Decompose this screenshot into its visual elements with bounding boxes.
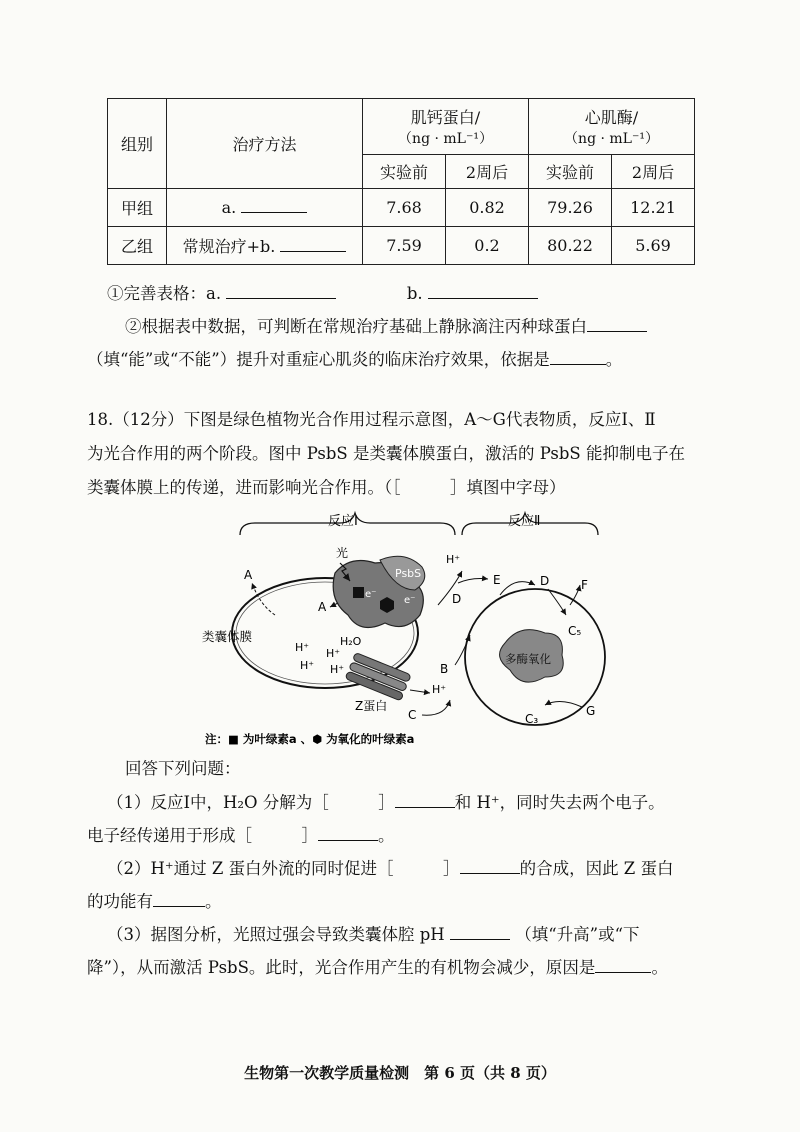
reaction2-label: 反应Ⅱ <box>508 514 541 529</box>
svg-text:F: F <box>581 578 588 592</box>
table-row: 乙组 常规治疗+b. 7.59 0.2 80.22 5.69 <box>108 227 695 265</box>
q18-3-line1: （3）据图分析，光照过强会导致类囊体腔 pH （填“升高”或“下 <box>107 925 640 944</box>
q18-3-line2: 降”），从而激活 PsbS。此时，光合作用产生的有机物会减少，原因是 。 <box>87 958 668 977</box>
chlorophyll-a-icon <box>353 587 364 598</box>
polyenzyme-label: 多酶氧化 <box>505 652 551 666</box>
svg-text:A: A <box>318 600 327 614</box>
svg-text:C: C <box>408 708 417 722</box>
q18-line2: 为光合作用的两个阶段。图中 PsbS 是类囊体膜蛋白，激活的 PsbS 能抑制电子在 <box>87 444 685 463</box>
data-table <box>107 98 695 265</box>
reaction1-label: 反应Ⅰ <box>328 514 358 529</box>
sub-after: 2周后 <box>612 155 695 189</box>
header-method: 治疗方法 <box>167 99 363 189</box>
q17-line3: （填“能”或“不能”）提升对重症心肌炎的临床治疗效果，依据是 。 <box>87 350 623 369</box>
header-group: 组别 <box>108 99 167 189</box>
psbs-label: PsbS <box>395 567 422 580</box>
svg-text:H⁺: H⁺ <box>446 553 461 566</box>
header-troponin: 肌钙蛋白/ （ng · mL⁻¹） <box>363 99 529 155</box>
answer-intro: 回答下列问题： <box>125 759 241 778</box>
sub-after: 2周后 <box>446 155 529 189</box>
svg-text:B: B <box>440 662 449 676</box>
z-protein-label: Z蛋白 <box>355 699 388 713</box>
diagram-note: 注：■ 为叶绿素a 、⬢ 为氧化的叶绿素a <box>205 732 415 746</box>
svg-text:C₃: C₃ <box>525 712 539 726</box>
sub-before: 实验前 <box>529 155 612 189</box>
svg-text:H⁺: H⁺ <box>326 647 341 660</box>
sub-before: 实验前 <box>363 155 446 189</box>
svg-text:E: E <box>493 573 501 587</box>
header-myocardial-enzyme: 心肌酶/ （ng · mL⁻¹） <box>529 99 695 155</box>
svg-text:A: A <box>244 568 253 582</box>
q17-line2: ②根据表中数据，可判断在常规治疗基础上静脉滴注丙种球蛋白 <box>125 313 647 337</box>
svg-text:D: D <box>452 592 462 606</box>
svg-text:e⁻: e⁻ <box>365 589 377 600</box>
photosynthesis-diagram <box>200 505 620 750</box>
table-row: 甲组 a. 7.68 0.82 79.26 12.21 <box>108 189 695 227</box>
page-footer: 生物第一次教学质量检测 第 6 页（共 8 页） <box>244 1064 556 1082</box>
svg-text:e⁻: e⁻ <box>404 595 416 606</box>
svg-text:H⁺: H⁺ <box>330 663 345 676</box>
membrane-label: 类囊体膜 <box>202 629 253 644</box>
svg-text:H⁺: H⁺ <box>432 683 447 696</box>
q18-line3: 类囊体膜上的传递，进而影响光合作用。（［ ］填图中字母） <box>87 478 566 497</box>
svg-text:C₅: C₅ <box>568 624 582 638</box>
svg-text:G: G <box>586 704 596 718</box>
q17-line1: ①完善表格：a. b. <box>107 280 538 304</box>
light-label: 光 <box>336 546 349 560</box>
q18-2-line1: （2）H⁺通过 Z 蛋白外流的同时促进［ ］ 的合成，因此 Z 蛋白 <box>107 859 674 878</box>
svg-text:H₂O: H₂O <box>340 635 362 648</box>
q18-1-line1: （1）反应Ⅰ中，H₂O 分解为［ ］ 和 H⁺，同时失去两个电子。 <box>107 793 665 812</box>
svg-text:H⁺: H⁺ <box>295 641 310 654</box>
q18-line1: 18.（12分）下图是绿色植物光合作用过程示意图，A～G代表物质，反应Ⅰ、Ⅱ <box>87 410 656 429</box>
svg-text:D: D <box>540 574 550 588</box>
svg-text:H⁺: H⁺ <box>300 659 315 672</box>
q18-2-line2: 的功能有 。 <box>87 892 222 911</box>
q18-1-line2: 电子经传递用于形成［ ］ 。 <box>87 826 395 845</box>
